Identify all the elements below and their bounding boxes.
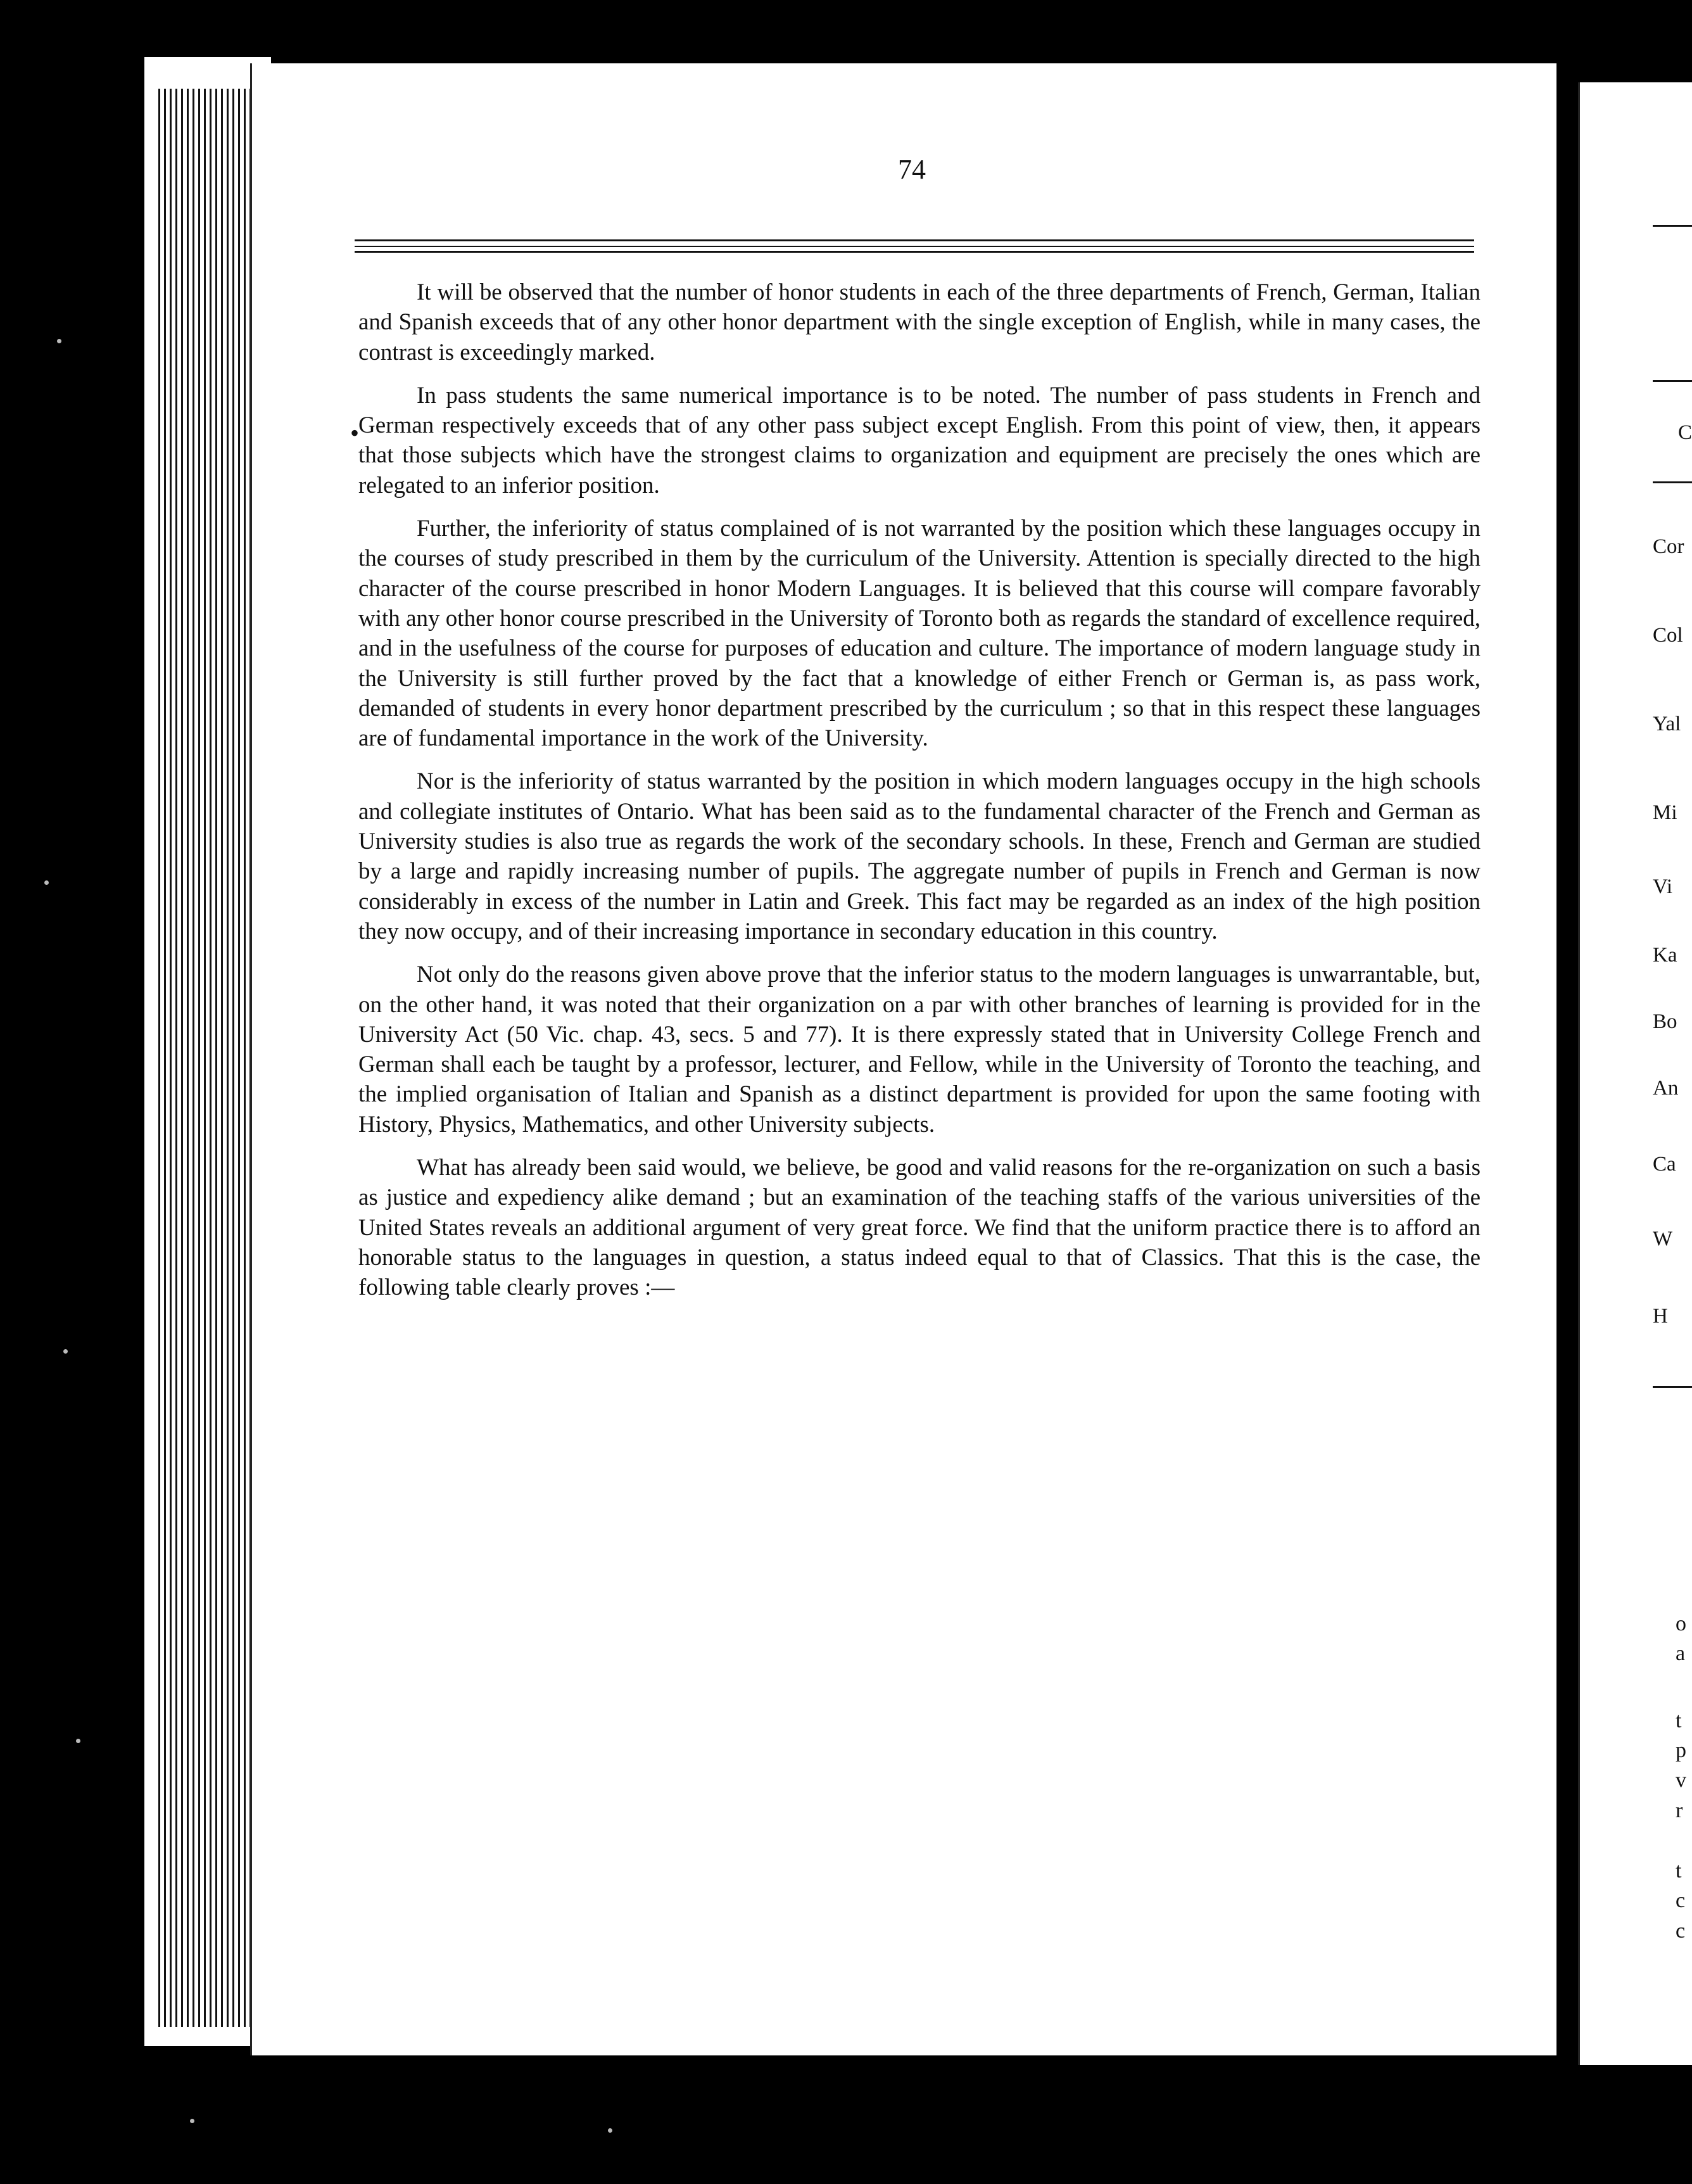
facing-word: Vi <box>1653 875 1673 898</box>
facing-rule <box>1653 380 1692 382</box>
facing-word: An <box>1653 1077 1679 1100</box>
facing-word: Cor <box>1653 535 1684 558</box>
facing-char: c <box>1676 1889 1686 1912</box>
scan-speck <box>190 2119 194 2123</box>
scan-speck <box>44 880 49 885</box>
facing-word: C <box>1678 421 1692 444</box>
facing-word: Mi <box>1653 801 1677 824</box>
page-number: 74 <box>898 154 926 185</box>
facing-word: Yal <box>1653 713 1681 735</box>
facing-char: t <box>1676 1709 1682 1732</box>
scan-speck <box>63 1349 68 1354</box>
facing-char: t <box>1676 1859 1682 1882</box>
body-text <box>358 277 1480 1316</box>
facing-rule <box>1653 1386 1692 1388</box>
paragraph: Further, the inferiority of status complained of is not warranted by the position which these languages occupy in the courses of study prescribed in them by the curriculum of the University. Attention is specially directed to the high character of the course prescribed in honor Modern Languages. It is believed that this course will compare favorably with any other honor course prescribed in the University of Toronto both as regards the standard of excellence required, and in the usefulness of the course for purposes of education and culture. The importance of modern language study in the University is still further proved by the fact that a knowledge of either French or German is, as pass work, demanded of students in every honor department prescribed by the curriculum ; so that in this respect these languages are of fundamental importance in the work of the University. <box>358 516 1480 752</box>
paragraph: In pass students the same numerical importance is to be noted. The number of pass students in French and German respectively exceeds that of any other pass subject except English. From this point of view, then, it appears that those subjects which have the strongest claims to organization and equipment are precisely the ones which are relegated to an inferior position. <box>358 382 1480 498</box>
paragraph: Nor is the inferiority of status warranted by the position in which modern languages occupy in the high schools and collegiate institutes of Ontario. What has been said as to the fundamental character of the French and German as University studies is also true as regards the work of the secondary schools. In these, French and German are studied by a large and rapidly increasing number of pupils. The aggregate number of pupils in French and German is now considerably in excess of the number in Latin and Greek. This fact may be regarded as an index of the high position they now occupy, and of their increasing importance in secondary education in this country. <box>358 768 1480 944</box>
scan-speck <box>608 2128 612 2133</box>
scan-speck <box>57 339 61 343</box>
facing-char: r <box>1676 1799 1683 1822</box>
facing-char: v <box>1676 1768 1686 1792</box>
facing-word: W <box>1653 1228 1673 1250</box>
header-rule <box>355 246 1474 247</box>
facing-char: a <box>1676 1642 1686 1665</box>
margin-bullet: • <box>350 419 360 447</box>
facing-rule <box>1653 481 1692 483</box>
facing-char: o <box>1676 1612 1686 1635</box>
scan-speck <box>76 1739 80 1743</box>
facing-char: p <box>1676 1739 1686 1762</box>
facing-word: Col <box>1653 624 1683 647</box>
facing-word: Ca <box>1653 1153 1676 1176</box>
paragraph: What has already been said would, we believe, be good and valid reasons for the re-organization on such a basis as justice and expediency alike demand ; but an examination of the teaching staffs of the various universities of the United States reveals an additional argument of very great force. We find that the uniform practice there is to afford an honorable status to the languages in question, a status indeed equal to that of Classics. That this is the case, the following table clearly proves :— <box>358 1155 1480 1301</box>
facing-rule <box>1653 225 1692 227</box>
facing-word: H <box>1653 1305 1668 1328</box>
header-rule <box>355 239 1474 241</box>
header-rule <box>355 251 1474 253</box>
facing-word: Ka <box>1653 944 1677 967</box>
paragraph: It will be observed that the number of honor students in each of the three departments of French, German, Italian and Spanish exceeds that of any other honor department with the single exception of English, while in many cases, the contrast is exceedingly marked. <box>358 279 1480 365</box>
paragraph: Not only do the reasons given above prove that the inferior status to the modern languages is unwarrantable, but, on the other hand, it was noted that their organization on a par with other branches of learning is provided for in the University Act (50 Vic. chap. 43, secs. 5 and 77). It is there expressly stated that in University College French and German shall each be taught by a professor, lecturer, and Fellow, while in the University of Toronto the teaching, and the implied organisation of Italian and Spanish as a distinct department is provided for upon the same footing with History, Physics, Mathematics, and other University subjects. <box>358 962 1480 1138</box>
facing-char: c <box>1676 1919 1686 1943</box>
facing-word: Bo <box>1653 1010 1677 1033</box>
page-edges <box>158 89 253 2027</box>
